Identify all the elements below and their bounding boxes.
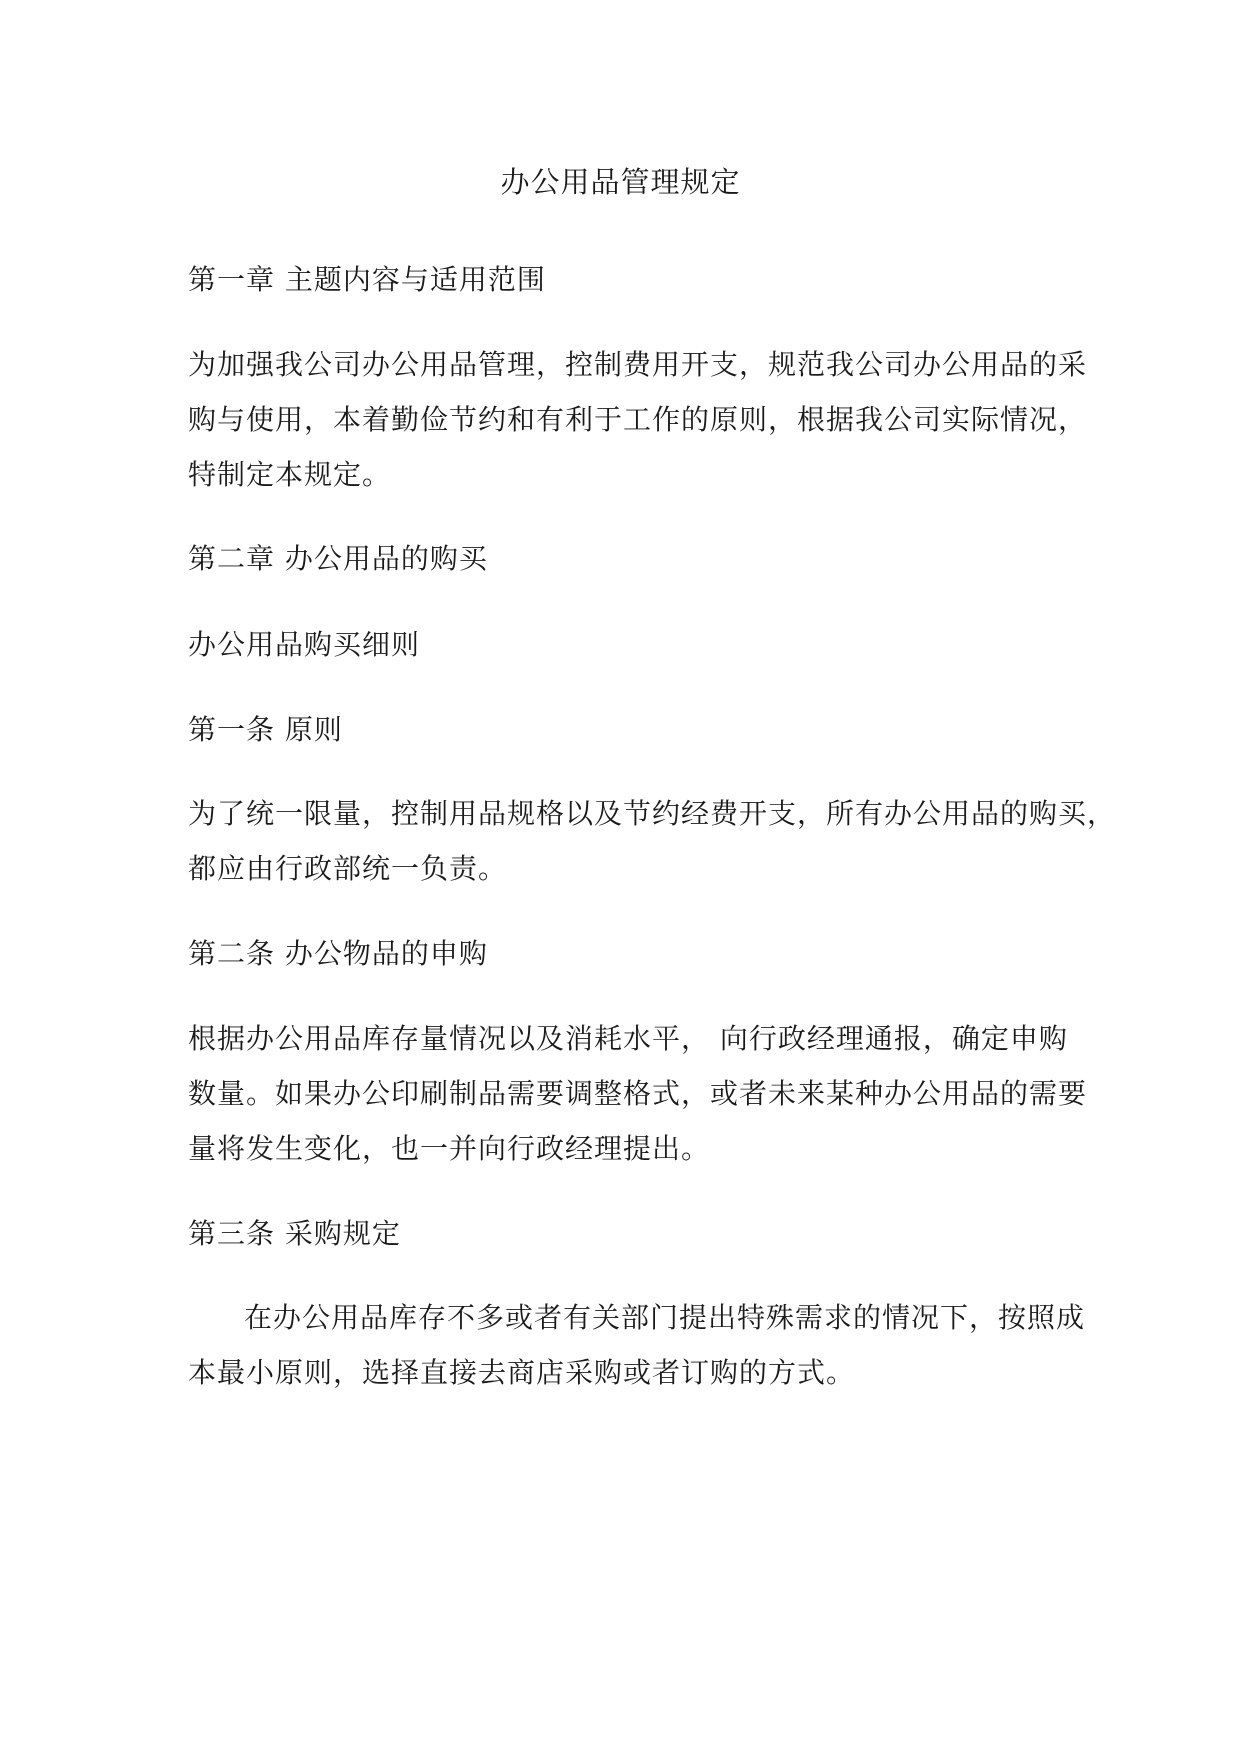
document-title: 办公用品管理规定 <box>500 165 741 199</box>
paragraph-line: 为加强我公司办公用品管理，控制费用开支，规范我公司办公用品的采 <box>188 348 1088 381</box>
paragraph-line: 数量。如果办公印刷制品需要调整格式，或者未来某种办公用品的需要 <box>188 1077 1088 1110</box>
paragraph-line: 特制定本规定。 <box>188 458 392 491</box>
article-1-heading: 第一条 原则 <box>188 713 343 746</box>
paragraph-line: 在办公用品库存不多或者有关部门提出特殊需求的情况下，按照成 <box>244 1301 1086 1334</box>
paragraph-line: 都应由行政部统一负责。 <box>188 852 508 885</box>
chapter-2-heading: 第二章 办公用品的购买 <box>188 542 488 575</box>
paragraph-line: 量将发生变化，也一并向行政经理提出。 <box>188 1132 711 1165</box>
paragraph-line: 为了统一限量，控制用品规格以及节约经费开支，所有办公用品的购买， <box>188 797 1117 830</box>
article-3-heading: 第三条 采购规定 <box>188 1217 401 1250</box>
chapter-1-heading: 第一章 主题内容与适用范围 <box>188 263 546 296</box>
article-2-heading: 第二条 办公物品的申购 <box>188 937 488 970</box>
section-heading: 办公用品购买细则 <box>188 628 421 661</box>
paragraph-line: 根据办公用品库存量情况以及消耗水平， 向行政经理通报，确定申购 <box>188 1022 1068 1055</box>
paragraph-line: 购与使用，本着勤俭节约和有利于工作的原则，根据我公司实际情况， <box>188 403 1088 436</box>
paragraph-line: 本最小原则，选择直接去商店采购或者订购的方式。 <box>188 1356 856 1389</box>
